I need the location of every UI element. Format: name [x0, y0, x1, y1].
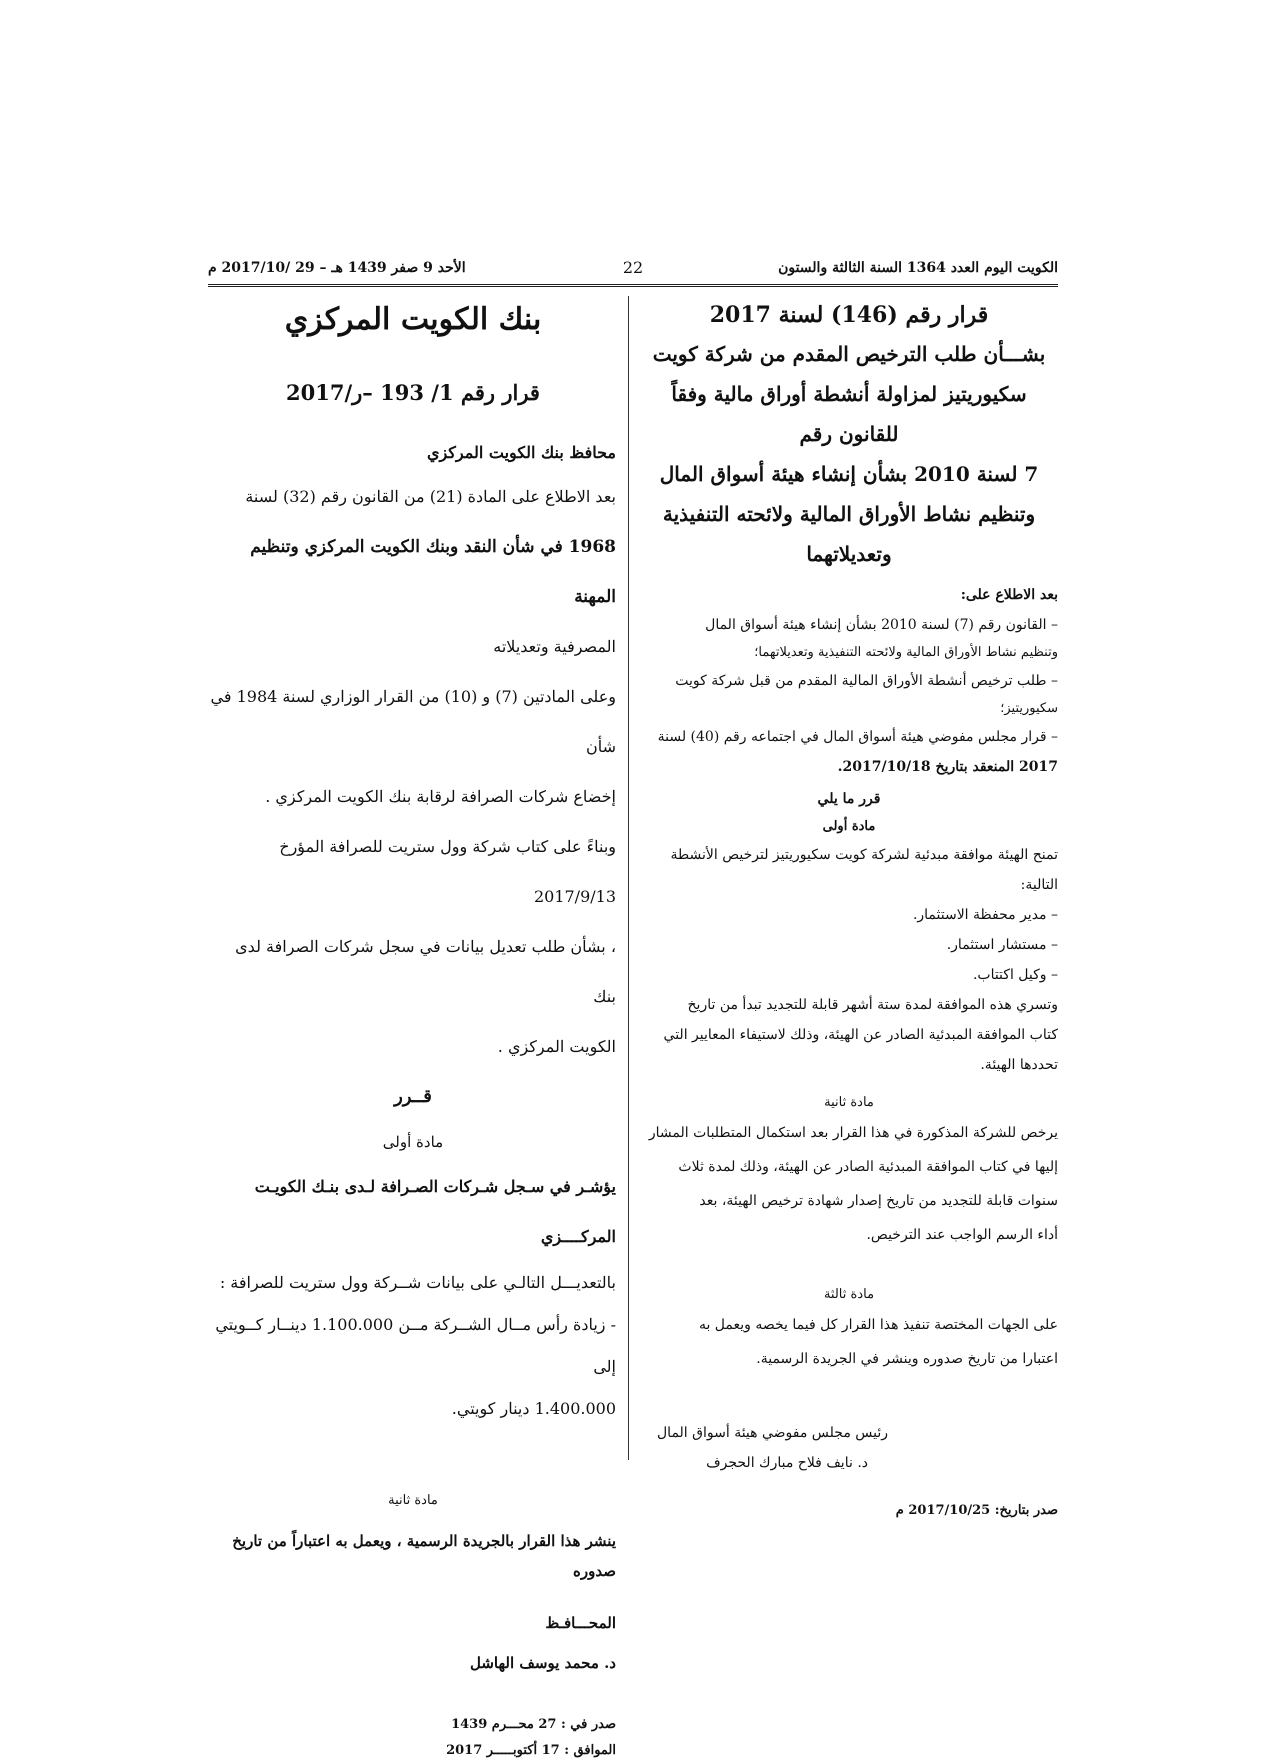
issue-date-gregorian: الموافق : 17 أكتوبـــــر 2017 [446, 1743, 616, 1758]
activity-item: – وكيل اكتتاب. [972, 967, 1058, 983]
header-rule [208, 284, 1058, 287]
article-text: يرخص للشركة المذكورة في هذا القرار بعد استكمال المتطلبات المشار [648, 1125, 1058, 1141]
reference-line: وتنظيم نشاط الأوراق المالية ولائحته التنفيذية وتعديلاتهما؛ [754, 645, 1058, 660]
page-number: 22 [622, 258, 644, 277]
body-line: المصرفية وتعديلاته [493, 637, 616, 656]
header-issue-info: الكويت اليوم العدد 1364 السنة الثالثة والستون [778, 260, 1058, 276]
reference-line: – القانون رقم (7) لسنة 2010 بشأن إنشاء هيئة أسواق المال [705, 617, 1058, 633]
reference-line: – قرار مجلس مفوضي هيئة أسواق المال في اجتماعه رقم (40) لسنة [657, 729, 1058, 745]
signer-title: رئيس مجلس مفوضي هيئة أسواق المال [657, 1425, 888, 1441]
left-column [210, 296, 616, 1764]
article-text: سنوات قابلة للتجديد من تاريخ إصدار شهادة ترخيص الهيئة، بعد [699, 1193, 1058, 1209]
cma-title-line: سكيوريتيز لمزاولة أنشطة أوراق مالية وفقاً للقانون رقم [671, 382, 1027, 446]
reference-line: 2017 المنعقد بتاريخ 2017/10/18. [837, 759, 1058, 775]
governor-name: د. محمد يوسف الهاشل [469, 1654, 616, 1672]
article-text: تحددها الهيئة. [980, 1057, 1058, 1073]
activity-item: – مدير محفظة الاستثمار. [912, 907, 1058, 923]
cma-title-line: 7 لسنة 2010 بشأن إنشاء هيئة أسواق المال [659, 462, 1039, 486]
signer-name: د. نايف فلاح مبارك الحجرف [706, 1455, 868, 1471]
decided-heading: قرر ما يلي [817, 791, 881, 807]
article-text: ينشر هذا القرار بالجريدة الرسمية ، ويعمل به اعتباراً من تاريخ صدوره [232, 1532, 616, 1580]
article-text: تمنح الهيئة موافقة مبدئية لشركة كويت سكيوريتيز لترخيص الأنشطة [670, 847, 1058, 863]
intro-text: بعد الاطلاع على: [960, 587, 1058, 603]
governor-signature-label: المحـــافـظ [545, 1614, 616, 1632]
article-text: أداء الرسم الواجب عند الترخيص. [866, 1227, 1058, 1243]
article-text: كتاب الموافقة المبدئية الصادر عن الهيئة، وذلك لاستيفاء المعايير التي [663, 1027, 1058, 1043]
article-text: وتسري هذه الموافقة لمدة ستة أشهر قابلة للتجديد تبدأ من تاريخ [687, 997, 1058, 1013]
reference-line: سكيوريتيز؛ [1000, 701, 1058, 716]
body-line: وبناءً على كتاب شركة وول ستريت للصرافة المؤرخ 2017/9/13 [279, 837, 616, 906]
cma-title-line: قرار رقم (146) لسنة 2017 [709, 302, 989, 328]
article-text: إليها في كتاب الموافقة المبدئية الصادر عن الهيئة، وذلك لمدة ثلاث [678, 1159, 1058, 1175]
article-text: - زيادة رأس مــال الشــركة مــن 1.100.000 دينــار كــويتي إلى [215, 1315, 616, 1376]
body-line: 1968 في شأن النقد وبنك الكويت المركزي وتنظيم المهنة [250, 537, 616, 607]
page-header [208, 258, 1058, 284]
issue-date-hijri: صدر في : 27 محـــرم 1439 [451, 1717, 616, 1732]
cbk-decision-number: قرار رقم 1/ 193 –ر/2017 [286, 380, 540, 405]
right-column [640, 296, 1058, 1524]
cbk-governor-heading: محافظ بنك الكويت المركزي [426, 443, 616, 462]
article-heading: مادة ثانية [388, 1493, 438, 1508]
article-heading: مادة ثانية [824, 1095, 874, 1110]
cma-title-line: وتعديلاتهما [806, 542, 892, 566]
body-line: بعد الاطلاع على المادة (21) من القانون رقم (32) لسنة [245, 487, 616, 506]
body-line: وعلى المادتين (7) و (10) من القرار الوزاري لسنة 1984 في شأن [210, 687, 616, 756]
article-text: التالية: [1020, 877, 1058, 893]
article-text: اعتبارا من تاريخ صدوره وينشر في الجريدة الرسمية. [756, 1351, 1058, 1367]
body-line: الكويت المركزي . [497, 1037, 616, 1056]
cma-title-line: بشـــأن طلب الترخيص المقدم من شركة كويت [652, 342, 1046, 366]
activity-item: – مستشار استثمار. [946, 937, 1058, 953]
article-text: على الجهات المختصة تنفيذ هذا القرار كل فيما يخصه ويعمل به [698, 1317, 1058, 1333]
article-heading: مادة أولى [822, 819, 876, 834]
article-text: يؤشـر في سـجل شـركات الصـرافة لـدى بنـك الكويـت المركــــزي [254, 1177, 616, 1246]
decided-heading: قــرر [394, 1086, 432, 1107]
body-line: ، بشأن طلب تعديل بيانات في سجل شركات الصرافة لدى بنك [235, 937, 616, 1006]
header-date: الأحد 9 صفر 1439 هـ – 29 /2017/10 م [208, 260, 466, 276]
body-line: إخضاع شركات الصرافة لرقابة بنك الكويت المركزي . [265, 787, 616, 806]
reference-line: – طلب ترخيص أنشطة الأوراق المالية المقدم من قبل شركة كويت [675, 673, 1058, 689]
article-text: 1.400.000 دينار كويتي. [451, 1399, 616, 1418]
cbk-title: بنك الكويت المركزي [284, 302, 542, 337]
column-divider [628, 296, 629, 1460]
issue-date: صدر بتاريخ: 2017/10/25 م [895, 1503, 1058, 1518]
cma-title-line: وتنظيم نشاط الأوراق المالية ولائحته التنفيذية [662, 502, 1036, 526]
cma-decision-title [640, 296, 1058, 574]
article-text: بالتعديـــل التالـي على بيانات شــركة وول ستريت للصرافة : [219, 1273, 616, 1292]
article-heading: مادة أولى [382, 1133, 444, 1151]
article-heading: مادة ثالثة [823, 1287, 875, 1302]
